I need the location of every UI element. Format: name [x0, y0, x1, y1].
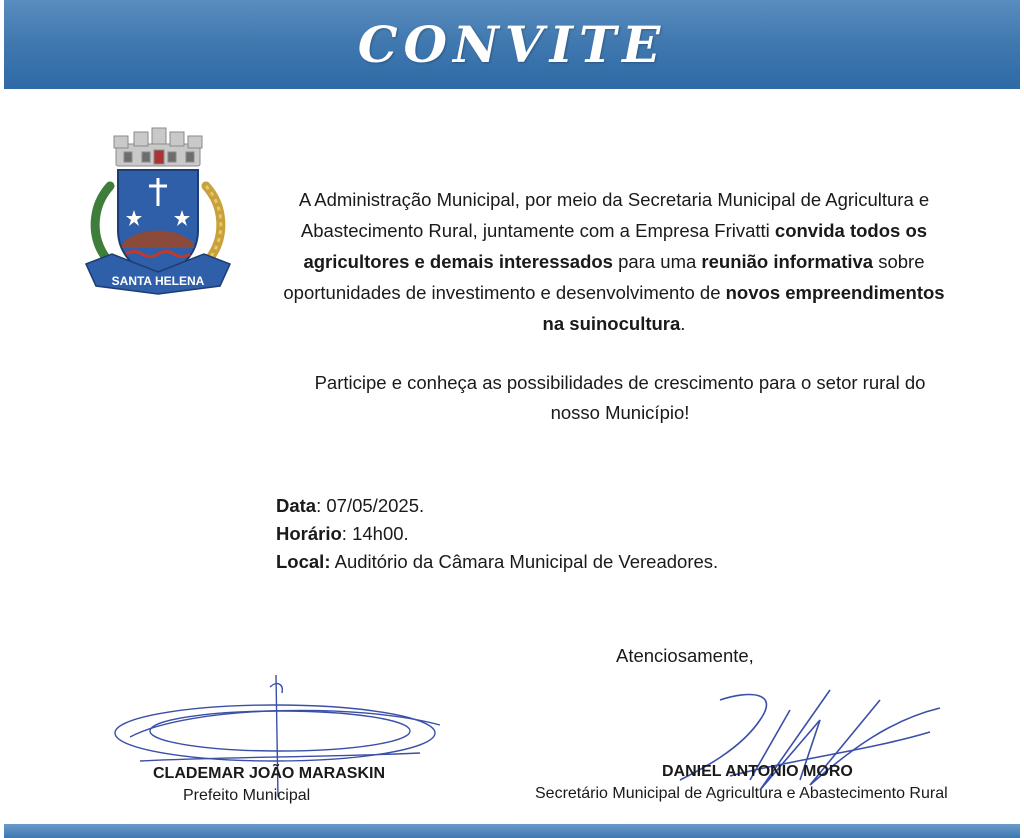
footer-bar: [4, 824, 1020, 838]
paragraph-text: sobre oportunidades de investimento e desenvolvimento de: [283, 251, 925, 303]
mayor-role: Prefeito Municipal: [183, 787, 311, 804]
invitation-paragraph: [274, 184, 954, 339]
place-value: Auditório da Câmara Municipal de Vereadores.: [330, 551, 719, 572]
paragraph-emphasis: reunião informativa: [701, 251, 874, 272]
closing-salutation: Atenciosamente,: [616, 645, 754, 666]
date-row: [276, 492, 718, 520]
santa-helena-coat-of-arms-icon: [82, 126, 234, 300]
mayor-signature: [100, 665, 470, 805]
date-value: : 07/05/2025.: [316, 495, 425, 516]
time-row: [276, 520, 718, 548]
mural-crown: [114, 128, 202, 166]
time-label: Horário: [276, 523, 342, 544]
secretary-signature: [640, 680, 960, 800]
call-to-action-text: Participe e conheça as possibilidades de crescimento para o setor rural do nosso Município!: [314, 372, 926, 423]
secretary-role: Secretário Municipal de Agricultura e Abastecimento Rural: [535, 785, 948, 802]
event-details: [276, 492, 718, 576]
date-label: Data: [276, 495, 317, 516]
time-value: : 14h00.: [341, 523, 409, 544]
secretary-name: DANIEL ANTONIO MORO: [662, 763, 853, 780]
paragraph-emphasis: novos empreendimentos na suinocultura: [542, 282, 945, 334]
paragraph-text: .: [680, 313, 686, 334]
crest-banner-text: SANTA HELENA: [111, 274, 205, 288]
place-label: Local:: [276, 551, 331, 572]
paragraph-emphasis: convida todos os agricultores e demais interessados: [303, 220, 928, 272]
invitation-header-banner: [4, 0, 1020, 89]
mayor-name: CLADEMAR JOÃO MARASKIN: [153, 765, 385, 782]
invitation-title: CONVITE: [357, 15, 667, 74]
paragraph-text: A Administração Municipal, por meio da Secretaria Municipal de Agricultura e Abastecimento Rural, juntamente com a Empresa Frivatti: [298, 189, 930, 241]
paragraph-text: para uma: [612, 251, 702, 272]
place-row: [276, 548, 718, 576]
